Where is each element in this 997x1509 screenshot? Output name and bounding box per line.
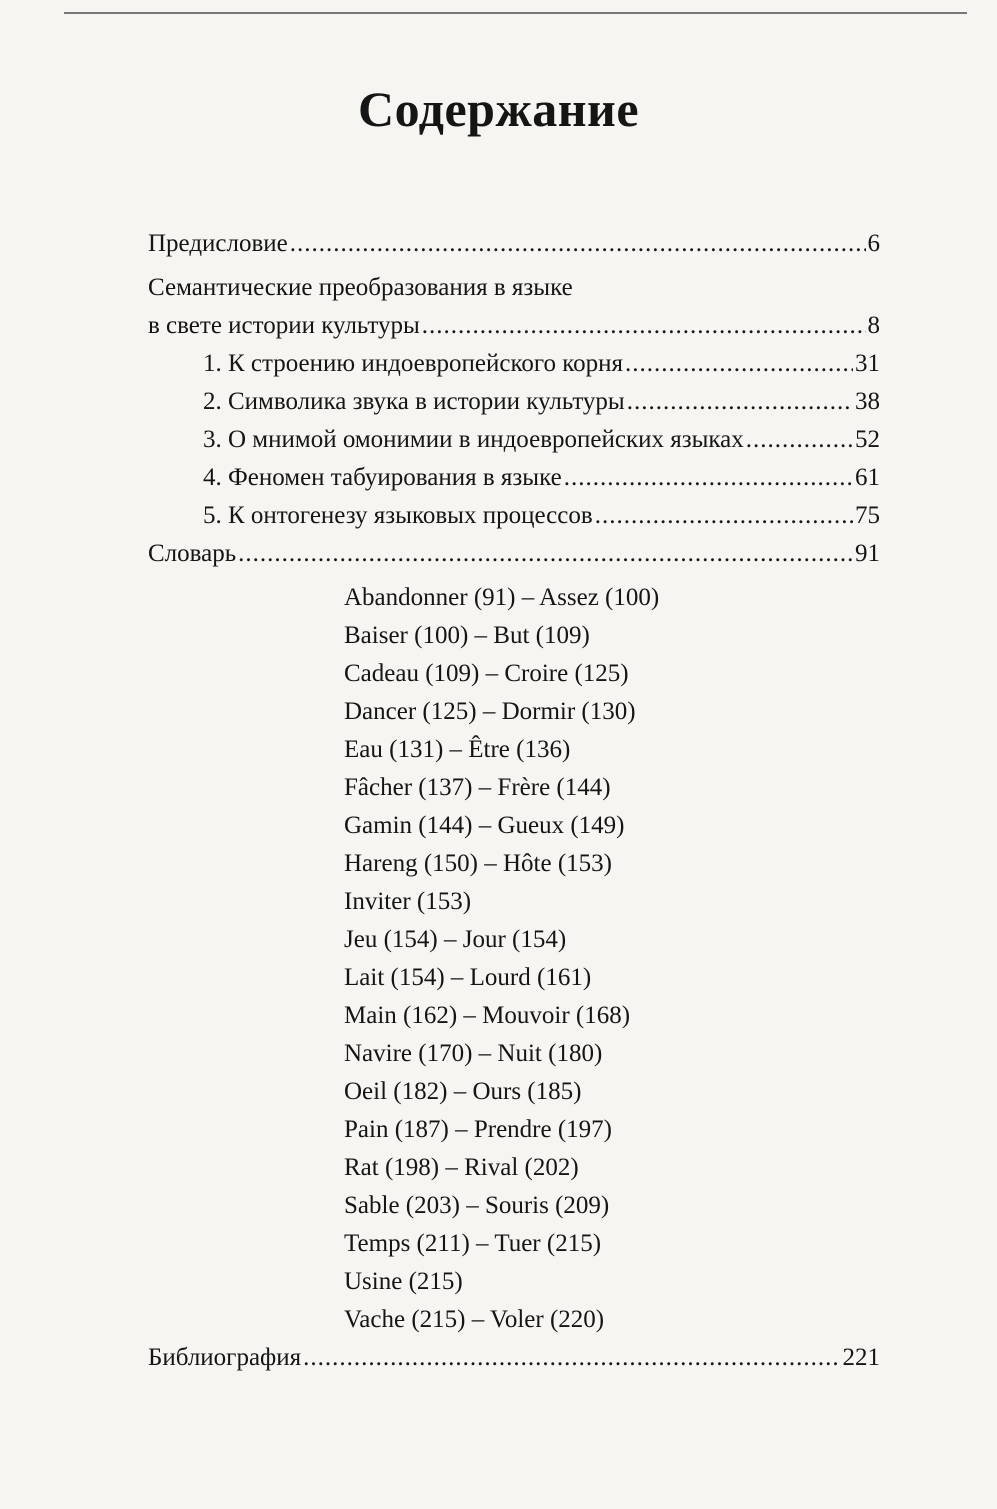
dictionary-range-item[interactable]: Abandonner (91) – Assez (100) (344, 584, 660, 611)
dictionary-range-item[interactable]: Hareng (150) – Hôte (153) (344, 850, 612, 877)
dot-leader (564, 459, 853, 497)
dictionary-range-item[interactable]: Lait (154) – Lourd (161) (344, 964, 592, 991)
dot-leader (627, 383, 853, 421)
toc-entry-semantic-line1[interactable] (148, 269, 880, 307)
dictionary-range-item[interactable]: Inviter (153) (344, 888, 472, 915)
dictionary-range-item[interactable]: Main (162) – Mouvoir (168) (344, 1002, 631, 1029)
dictionary-range-item[interactable]: Fâcher (137) – Frère (144) (344, 774, 611, 801)
toc-entry-page: 221 (842, 1344, 880, 1371)
dictionary-range-item[interactable]: Vache (215) – Voler (220) (344, 1306, 605, 1333)
toc-entry-label: 5. К онтогенезу языковых процессов (203, 502, 593, 529)
toc-entry-label: 1. К строению индоевропейского корня (203, 350, 623, 377)
dictionary-range-item[interactable]: Navire (170) – Nuit (180) (344, 1040, 603, 1067)
toc-entry-label: Словарь (148, 540, 237, 567)
dictionary-range-item[interactable]: Cadeau (109) – Croire (125) (344, 660, 629, 687)
toc-entry-label: Предисловие (148, 230, 288, 257)
toc-entry-dictionary[interactable] (148, 535, 880, 573)
toc-entry-bibliography[interactable] (148, 1339, 880, 1377)
toc-entry-page: 91 (855, 540, 880, 567)
dictionary-range-item[interactable]: Dancer (125) – Dormir (130) (344, 698, 636, 725)
toc-entry-page: 75 (855, 502, 880, 529)
dot-leader (290, 225, 866, 263)
dot-leader (422, 307, 866, 345)
toc-entry-label: в свете истории культуры (148, 312, 420, 339)
toc-entry-page: 31 (855, 350, 880, 377)
dot-leader (238, 535, 853, 573)
dictionary-range-item[interactable]: Baiser (100) – But (109) (344, 622, 590, 649)
dictionary-range-item[interactable]: Eau (131) – Être (136) (344, 736, 571, 763)
dictionary-range-item[interactable]: Temps (211) – Tuer (215) (344, 1230, 602, 1257)
toc-entry-chapter-2[interactable] (148, 383, 880, 421)
dictionary-range-item[interactable]: Sable (203) – Souris (209) (344, 1192, 610, 1219)
toc-entry-chapter-3[interactable] (148, 421, 880, 459)
toc-entry-chapter-4[interactable] (148, 459, 880, 497)
toc-entry-preface[interactable] (148, 225, 880, 263)
toc-entry-label: Семантические преобразования в языке (148, 274, 573, 301)
dot-leader (625, 345, 853, 383)
top-rule (64, 0, 967, 14)
dot-leader (303, 1339, 840, 1377)
toc-entry-label: Библиография (148, 1344, 302, 1371)
dictionary-range-item[interactable]: Jeu (154) – Jour (154) (344, 926, 567, 953)
dictionary-range-item[interactable]: Rat (198) – Rival (202) (344, 1154, 579, 1181)
dictionary-range-item[interactable]: Oeil (182) – Ours (185) (344, 1078, 582, 1105)
toc-entry-page: 8 (867, 312, 880, 339)
dictionary-range-item[interactable]: Pain (187) – Prendre (197) (344, 1116, 612, 1143)
dictionary-ranges (148, 579, 880, 1339)
toc-entry-page: 52 (855, 426, 880, 453)
toc-entry-label: 2. Символика звука в истории культуры (203, 388, 625, 415)
toc-entry-chapter-5[interactable] (148, 497, 880, 535)
toc-entry-page: 38 (855, 388, 880, 415)
toc-entry-semantic-line2[interactable] (148, 307, 880, 345)
page-title: Содержание (357, 81, 640, 137)
toc-entry-label: 3. О мнимой омонимии в индоевропейских языках (203, 426, 744, 453)
table-of-contents (148, 225, 880, 1377)
toc-entry-page: 6 (867, 230, 880, 257)
dictionary-range-item[interactable]: Gamin (144) – Gueux (149) (344, 812, 625, 839)
toc-entry-label: 4. Феномен табуирования в языке (203, 464, 562, 491)
dictionary-range-item[interactable]: Usine (215) (344, 1268, 463, 1295)
dot-leader (595, 497, 853, 535)
dot-leader (746, 421, 853, 459)
toc-entry-page: 61 (855, 464, 880, 491)
toc-entry-chapter-1[interactable] (148, 345, 880, 383)
